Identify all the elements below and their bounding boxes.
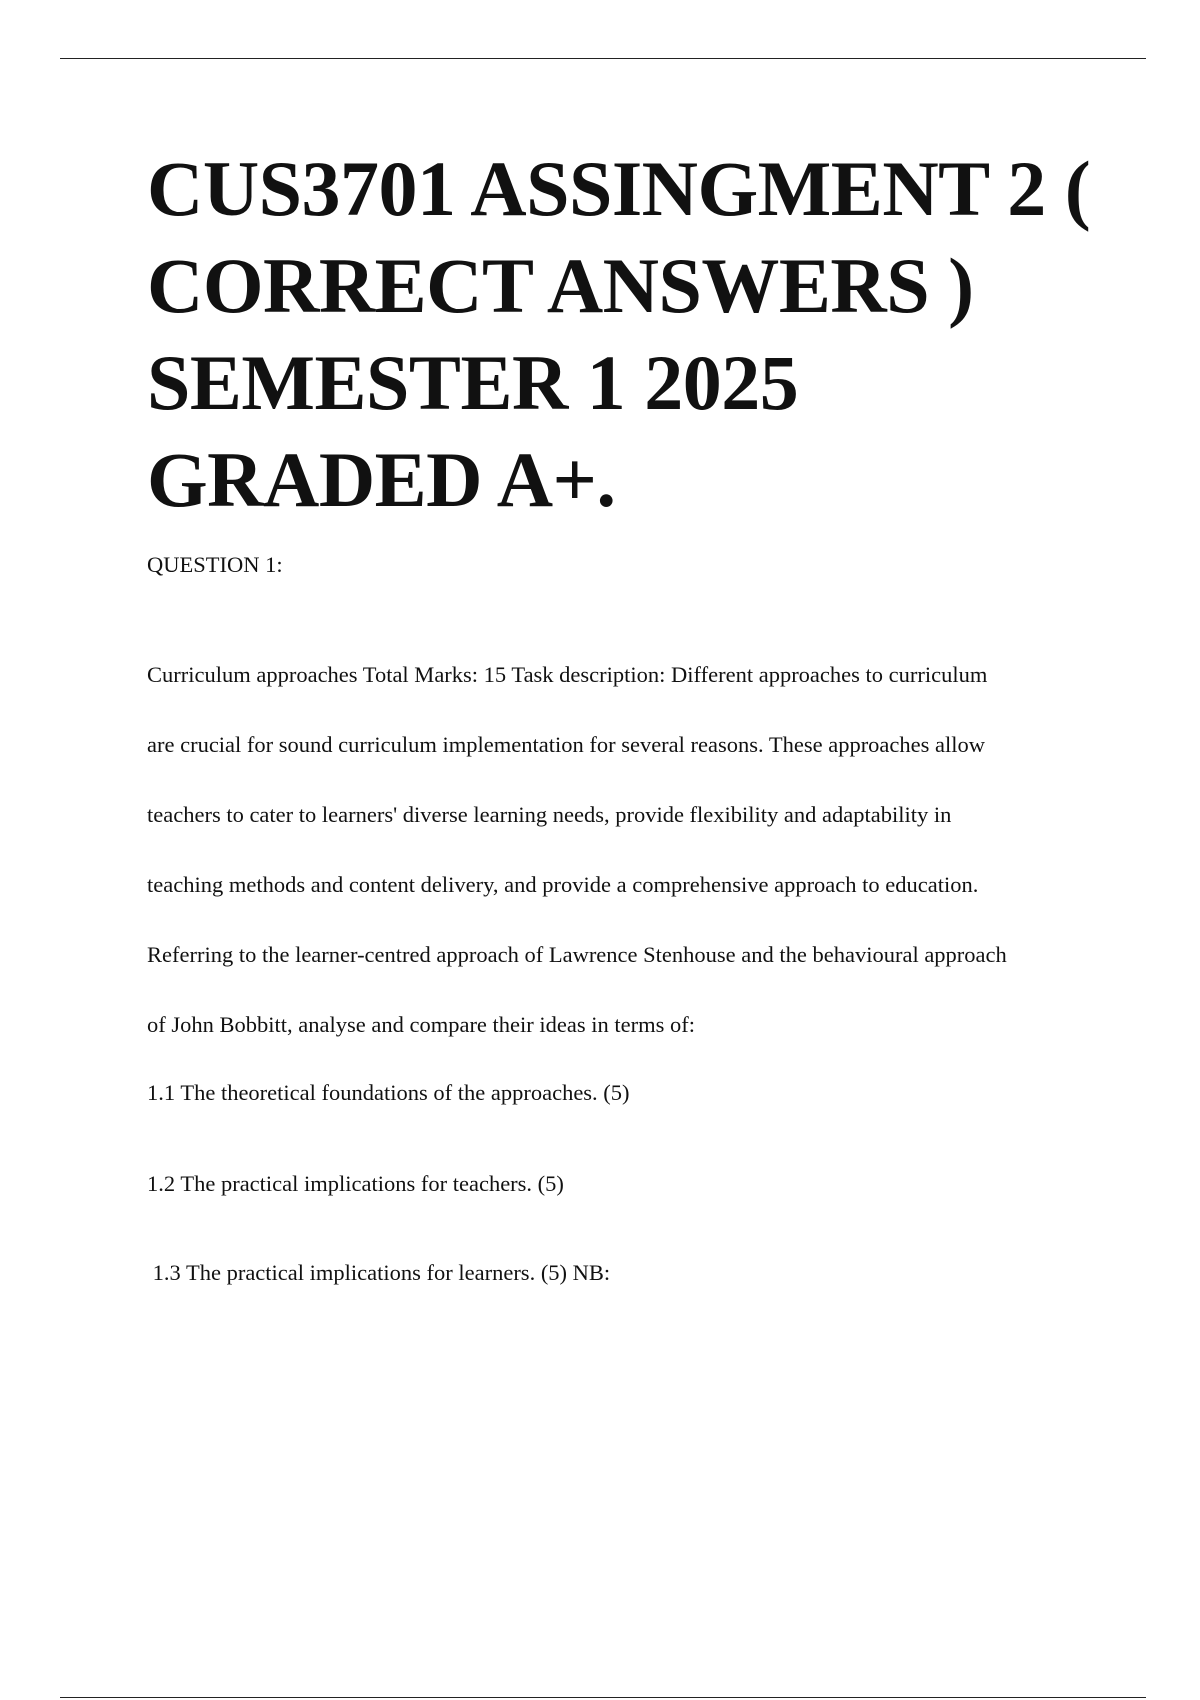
title-line: GRADED A+. [147,436,616,523]
paragraph-line: Referring to the learner-centred approach of Lawrence Stenhouse and the behavioural approach [147,942,1007,967]
sub-question-1-2: 1.2 The practical implications for teachers. (5) [147,1171,564,1196]
title-line: SEMESTER 1 2025 [147,339,799,426]
paragraph-line: teaching methods and content delivery, and provide a comprehensive approach to education. [147,872,979,897]
paragraph-line: teachers to cater to learners' diverse learning needs, provide flexibility and adaptability in [147,802,952,827]
question-heading: QUESTION 1: [147,552,283,577]
title-line: CORRECT ANSWERS ) [147,242,974,329]
title-line: CUS3701 ASSINGMENT 2 ( [147,145,1091,232]
paragraph-line: are crucial for sound curriculum implementation for several reasons. These approaches allow [147,732,986,757]
footer-rule [60,1697,1146,1698]
document-title [147,140,1147,528]
sub-question-1-1: 1.1 The theoretical foundations of the approaches. (5) [147,1080,630,1105]
paragraph-line: of John Bobbitt, analyse and compare their ideas in terms of: [147,1012,695,1037]
header-rule [60,58,1146,59]
task-description [147,640,1007,1060]
sub-question-1-3: 1.3 The practical implications for learners. (5) NB: [147,1260,611,1285]
paragraph-line: Curriculum approaches Total Marks: 15 Task description: Different approaches to curriculum [147,662,988,687]
